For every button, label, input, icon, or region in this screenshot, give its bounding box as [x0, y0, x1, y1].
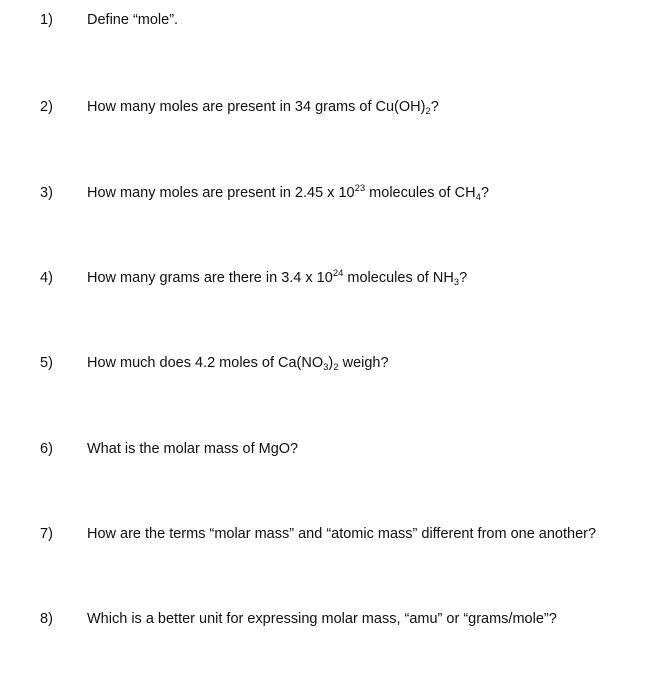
question-text: [87, 351, 389, 375]
question-number: 8): [40, 611, 53, 627]
subscript: 2: [425, 106, 431, 117]
question-3: [0, 181, 655, 205]
question-5: [0, 351, 655, 375]
question-text-part: How much does 4.2 moles of Ca(NO: [87, 355, 324, 371]
question-number: 7): [40, 526, 53, 542]
subscript: 2: [333, 362, 339, 373]
question-text: Define “mole”.: [87, 12, 179, 28]
exponent: 23: [354, 183, 366, 194]
question-text-part: ?: [459, 270, 468, 286]
exponent: 24: [332, 268, 344, 279]
question-number: 3): [40, 185, 53, 201]
question-4: [0, 266, 655, 290]
question-number: 2): [40, 99, 53, 115]
question-text-part: ): [328, 355, 334, 371]
question-8: [0, 607, 655, 631]
question-number: 5): [40, 355, 53, 371]
question-2: [0, 95, 655, 119]
question-text-part: molecules of CH: [365, 185, 476, 201]
question-7: [0, 522, 655, 546]
subscript: 3: [323, 362, 329, 373]
question-text-part: How many moles are present in 34 grams of Cu(OH): [87, 99, 426, 115]
question-1: [0, 8, 655, 32]
subscript: 4: [475, 192, 481, 203]
question-text: How are the terms “molar mass” and “atomic mass” different from one another?: [87, 526, 597, 542]
question-text-part: molecules of NH: [343, 270, 454, 286]
question-text-part: How many moles are present in 2.45 x 10: [87, 185, 355, 201]
question-number: 6): [40, 441, 53, 457]
question-text: [87, 95, 439, 119]
question-number: 1): [40, 12, 53, 28]
question-text-part: How many grams are there in 3.4 x 10: [87, 270, 333, 286]
question-text: [87, 181, 489, 205]
question-text-part: ?: [430, 99, 439, 115]
subscript: 3: [453, 277, 460, 288]
question-text-part: ?: [480, 185, 489, 201]
question-6: [0, 437, 655, 461]
question-number: 4): [40, 270, 53, 286]
question-text-part: weigh?: [338, 355, 389, 371]
question-text: [87, 266, 467, 290]
question-text: Which is a better unit for expressing molar mass, “amu” or “grams/mole”?: [87, 611, 557, 627]
question-text: What is the molar mass of MgO?: [87, 441, 299, 457]
